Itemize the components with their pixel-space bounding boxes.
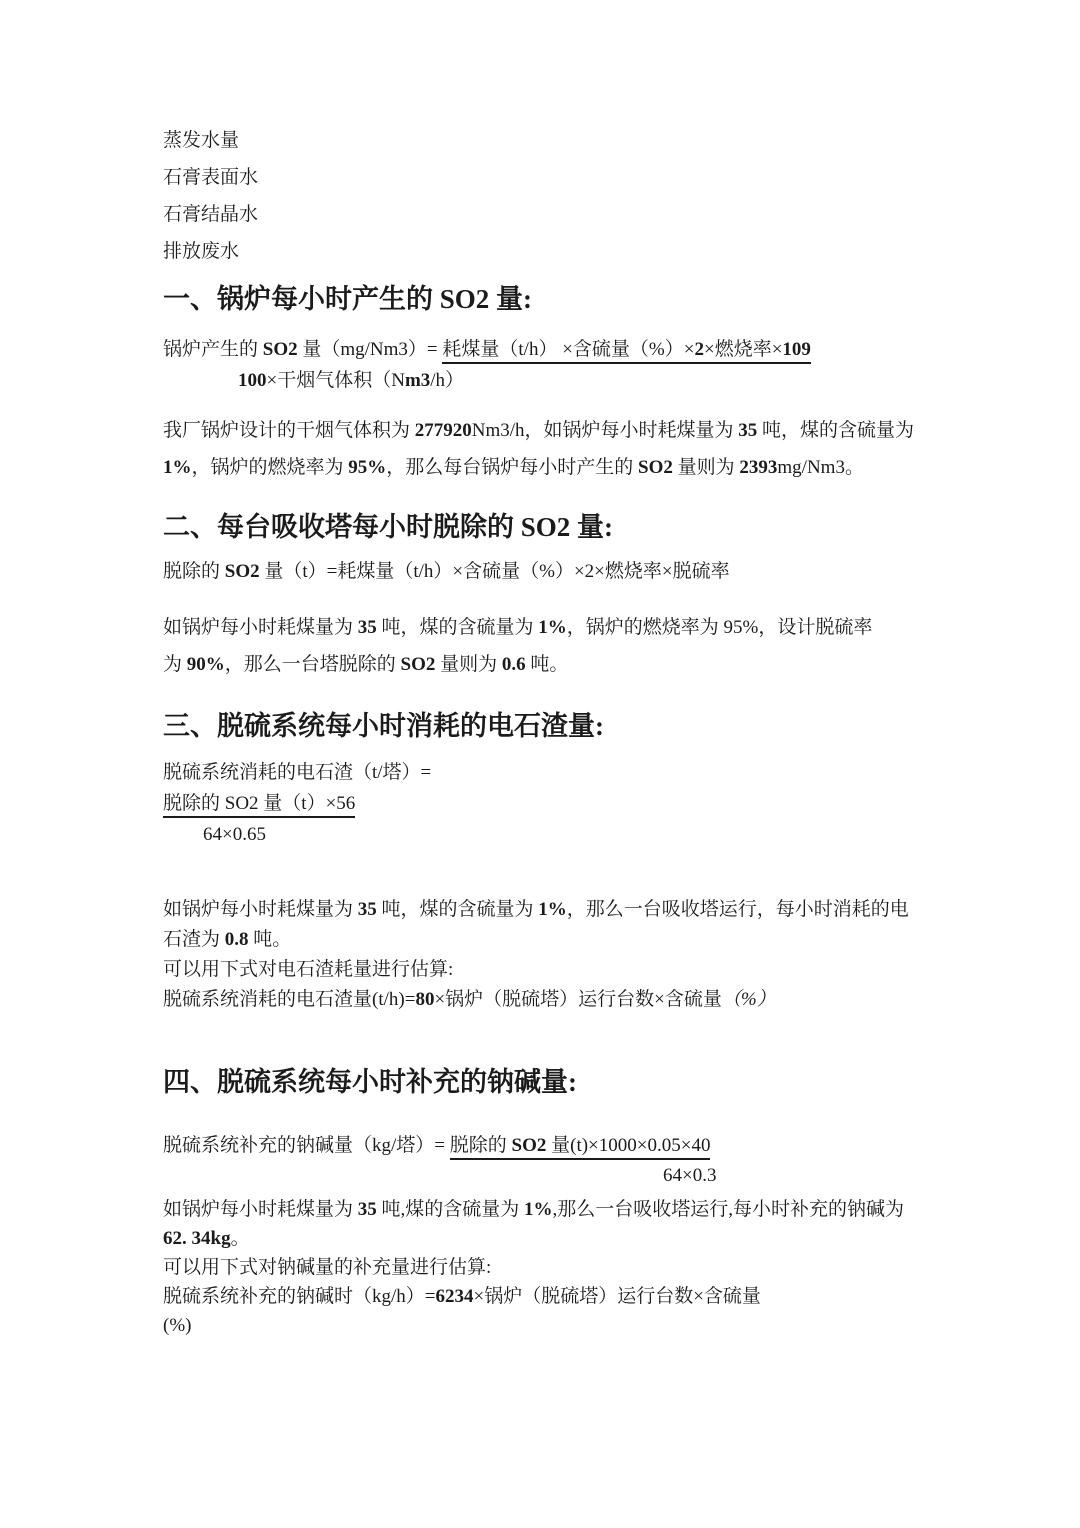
section-1-boiler-so2 [163, 278, 930, 486]
section-4-formula-lead: 脱硫系统补充的钠碱量（kg/塔）= [163, 1135, 450, 1156]
section-3-paragraph: 如锅炉每小时耗煤量为 35 吨，煤的含硫量为 1%，那么一台吸收塔运行，每小时消耗的电 石渣为 0.8 吨。 可以用下式对电石渣耗量进行估算: 脱硫系统消耗的电石渣量(t/h)=80×锅炉（脱硫塔）运行台数×含硫量（%） [163, 899, 909, 1010]
section-2-heading: 二、每台吸收塔每小时脱除的 SO2 量: [163, 512, 614, 542]
section-3-formula-denominator: 64×0.65 [203, 824, 266, 845]
section-1-heading: 一、锅炉每小时产生的 SO2 量: [163, 284, 533, 314]
section-4-heading: 四、脱硫系统每小时补充的钠碱量: [163, 1067, 577, 1097]
section-1-formula-denominator: 100×干烟气体积（Nm3/h） [238, 370, 465, 391]
section-3-formula-numerator: 脱除的 SO2 量（t）×56 [163, 793, 355, 818]
section-3-carbide-slag-consumption [163, 705, 930, 1015]
section-4-formula-denominator: 64×0.3 [663, 1165, 717, 1186]
section-3-formula-numerator-line [163, 788, 930, 819]
section-1-formula-numerator: 耗煤量（t/h） ×含硫量（%）×2×燃烧率×109 [442, 339, 811, 364]
intro-item-gypsum-surface-water: 石膏表面水 [163, 167, 259, 188]
intro-item-gypsum-crystal-water: 石膏结晶水 [163, 204, 259, 225]
intro-item-discharged-wastewater: 排放废水 [163, 241, 240, 262]
section-1-paragraph: 我厂锅炉设计的干烟气体积为 277920Nm3/h，如锅炉每小时耗煤量为 35 吨，煤的含硫量为 1%，锅炉的燃烧率为 95%，那么每台锅炉每小时产生的 SO2 量则为 2393mg/Nm3。 [163, 420, 915, 478]
section-1-formula-lead: 锅炉产生的 SO2 量（mg/Nm3）= [163, 339, 443, 360]
section-3-formula-line1: 脱硫系统消耗的电石渣（t/塔）= [163, 762, 432, 783]
intro-list [163, 122, 930, 270]
section-4-paragraph: 如锅炉每小时耗煤量为 35 吨,煤的含硫量为 1%,那么一台吸收塔运行,每小时补充的钠碱为 62. 34kg。 可以用下式对钠碱量的补充量进行估算: 脱硫系统补充的钠碱时（kg/h）=6234×锅炉（脱硫塔）运行台数×含硫量 (%) [163, 1199, 905, 1336]
section-2-formula: 脱除的 SO2 量（t）=耗煤量（t/h）×含硫量（%）×2×燃烧率×脱硫率 [163, 561, 730, 582]
intro-item-evaporation-water: 蒸发水量 [163, 130, 240, 151]
section-4-formula [163, 1130, 930, 1161]
section-2-absorber-so2-removed [163, 506, 930, 683]
section-3-heading: 三、脱硫系统每小时消耗的电石渣量: [163, 711, 604, 741]
section-2-paragraph: 如锅炉每小时耗煤量为 35 吨，煤的含硫量为 1%，锅炉的燃烧率为 95%，设计脱硫率 为 90%，那么一台塔脱除的 SO2 量则为 0.6 吨。 [163, 617, 873, 675]
section-1-formula [163, 334, 930, 365]
section-4-soda-replenishment [163, 1061, 930, 1340]
section-4-formula-numerator: 脱除的 SO2 量(t)×1000×0.05×40 [450, 1135, 711, 1160]
